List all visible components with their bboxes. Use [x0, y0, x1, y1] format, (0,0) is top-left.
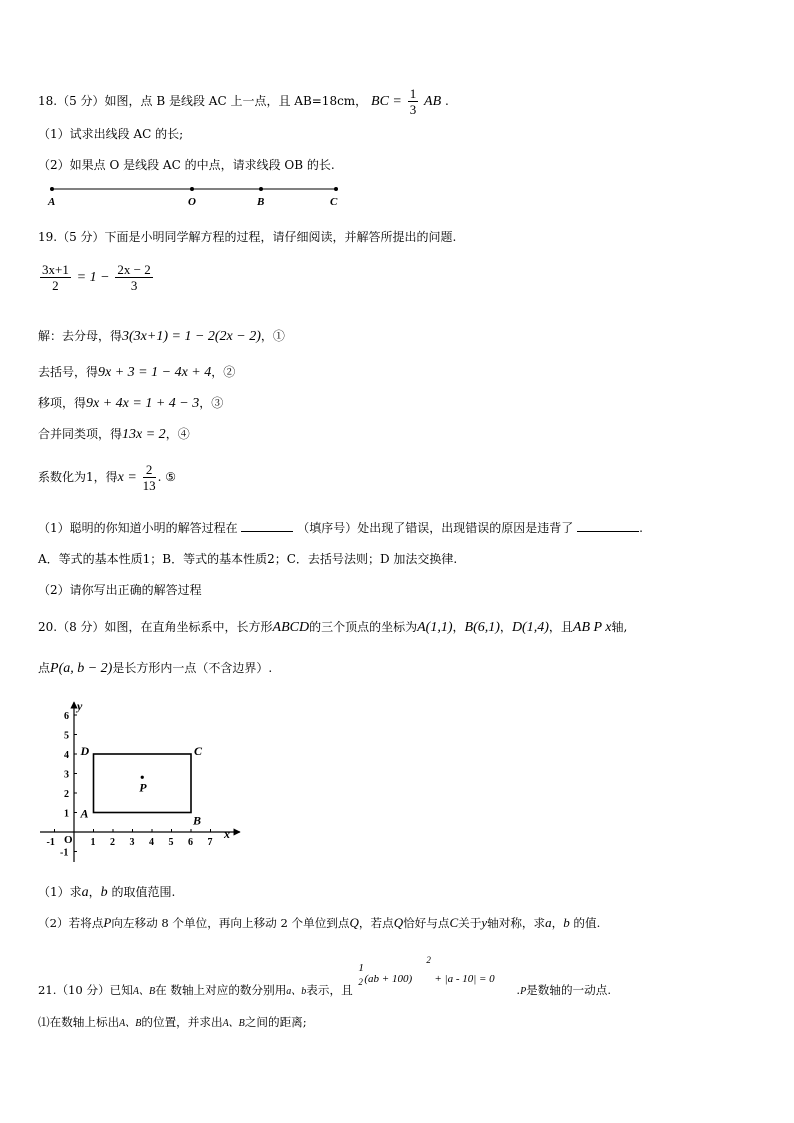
q20-y-tick-label: 3	[64, 769, 69, 781]
q20-origin-label: O	[64, 834, 73, 846]
q19-eq-rhs-den: 3	[130, 278, 138, 293]
q20-corner-label-a: A	[80, 806, 89, 821]
q19-step5-den: 13	[142, 478, 156, 493]
q21-head-vars: a、b	[286, 986, 307, 997]
q20-part2-d: 恰好与点	[403, 916, 450, 930]
q19-step2	[38, 362, 235, 383]
q20-corner-label-b: B	[193, 813, 202, 828]
q19-eq-lhs	[40, 262, 71, 293]
q20-head-a: 20.（8 分）如图，在直角坐标系中，长方形	[38, 620, 273, 634]
q21-part1-a: ⑴在数轴上标出	[38, 1015, 120, 1029]
q21-head-e: 是数轴的一动点.	[526, 983, 612, 997]
q20-y-tick-label: -1	[60, 847, 69, 859]
q20-part1-b: 的取值范围.	[111, 885, 176, 899]
q20-x-tick-label: 2	[110, 837, 115, 848]
q21-head-d: .	[516, 983, 521, 997]
q19-step5-frac	[143, 462, 156, 493]
q20-line2	[38, 658, 272, 679]
q20-x-tick-label: 5	[168, 837, 174, 848]
q20-y-tick-label: 1	[64, 808, 69, 820]
q20-x-tick-label: 1	[90, 837, 96, 848]
q19-eq-rhs-num: 2x − 2	[117, 262, 151, 277]
q19-blank-step[interactable]	[241, 519, 293, 532]
q19-step5-mark: . ⑤	[157, 470, 177, 484]
q20-x-axis-label: x	[224, 827, 230, 841]
q19-blank-reason[interactable]	[577, 519, 639, 532]
q19-step3-mark: ，③	[199, 396, 224, 410]
q20-x-tick-label: 6	[188, 837, 193, 848]
q20-x-tick-label: 4	[149, 837, 154, 848]
q20-head	[38, 617, 627, 638]
q18-part2: （2）如果点 O 是线段 AC 的中点，请求线段 OB 的长.	[38, 158, 335, 172]
q21-head-pts: A、B	[132, 986, 156, 997]
q21-part1-b: 的位置，并求出	[141, 1015, 223, 1029]
q18-head	[38, 86, 449, 117]
q20-part2-y: y	[481, 915, 488, 930]
q18-label-o: O	[188, 196, 196, 208]
q20-part2-e: 关于	[458, 916, 482, 930]
q21-head	[38, 955, 612, 1002]
q19-options: A．等式的基本性质1；B．等式的基本性质2；C．去括号法则；D 加法交换律.	[38, 552, 458, 566]
q20-part2-g: 的值.	[573, 916, 601, 930]
q20-point-p-dot	[141, 776, 144, 779]
q20-part2	[38, 913, 600, 933]
q19-step4-text: 合并同类项，得	[38, 427, 123, 441]
q20-y-tick-label: 6	[64, 711, 69, 722]
q20-part2-p: P	[103, 915, 112, 930]
q20-y-tick-label: 4	[64, 750, 69, 761]
q20-line2-b: 是长方形内一点（不含边界）.	[112, 661, 273, 675]
q19-eq-mid: = 1 −	[76, 270, 110, 285]
q21-eq-rest: + |a - 10| = 0	[434, 973, 495, 985]
q19-step1-text: 解：去分母，得	[38, 329, 123, 343]
q20-part1-a: （1）求	[38, 885, 82, 899]
q20-point-label-p: P	[139, 780, 147, 795]
q20-part2-c-point: C	[449, 915, 459, 930]
q19-step5-text: 系数化为1，得	[38, 470, 118, 484]
q19-step2-mark: ，②	[211, 365, 236, 379]
q21-part1-c: 之间的距离;	[244, 1015, 307, 1029]
q20-part2-var-b: b	[563, 915, 570, 930]
q20-part2-a: （2）若将点	[38, 916, 104, 930]
q20-point-a: A(1,1)	[417, 620, 453, 635]
q21-eq-frac-num: 1	[358, 962, 364, 974]
q20-part2-q2: Q	[393, 915, 404, 930]
q18-fraction	[408, 86, 419, 117]
q19-part1-c: .	[639, 521, 643, 535]
q20-x-tick-label: 3	[129, 837, 135, 848]
q19-part1-b: （填序号）处出现了错误，出现错误的原因是违背了	[297, 521, 574, 535]
q20-parallel: AB P x	[572, 620, 612, 635]
q19-step1-mark: ，①	[260, 329, 285, 343]
q18-frac-num: 1	[409, 86, 417, 101]
q20-part2-comma: ，	[551, 916, 564, 930]
q19-eq-lhs-num: 3x+1	[42, 262, 69, 277]
q20-part1-comma: ，	[88, 885, 101, 899]
q19-step1	[38, 326, 285, 347]
q19-part1-a: （1）聪明的你知道小明的解答过程在	[38, 521, 238, 535]
q20-corner-label-c: C	[194, 744, 203, 758]
q20-point-b: B(6,1)	[464, 620, 500, 635]
q19-step3-math: 9x + 4x = 1 + 4 − 3	[86, 396, 200, 411]
q21-head-a: 21.（10 分）已知	[38, 983, 133, 997]
q20-line2-a: 点	[38, 661, 51, 675]
q19-step2-math: 9x + 3 = 1 − 4x + 4	[98, 365, 212, 380]
q20-part1-var-b: b	[100, 885, 108, 900]
q18-head-text: 18.（5 分）如图，点 B 是线段 AC 上一点，且 AB=18cm，	[38, 94, 368, 108]
q20-part1-var-a: a	[81, 885, 89, 900]
q20-comma-2: ，	[499, 620, 512, 634]
q20-part2-var-a: a	[545, 915, 552, 930]
q19-step4	[38, 424, 190, 445]
q19-step4-mark: ，④	[165, 427, 190, 441]
q21-part1-pts2: A、B	[222, 1018, 245, 1029]
q21-eq-exp: 2	[426, 955, 431, 965]
q18-frac-den: 3	[409, 102, 417, 117]
q21-head-p: P	[520, 986, 527, 997]
q18-part1: （1）试求出线段 AC 的长;	[38, 127, 184, 141]
q20-head-c: ，且	[548, 620, 573, 634]
q19-eq-rhs	[115, 262, 152, 293]
q19-eq-lhs-den: 2	[52, 278, 59, 293]
q20-part2-c: ，若点	[358, 916, 394, 930]
q20-comma-1: ，	[452, 620, 465, 634]
q20-y-axis-label: y	[77, 700, 83, 713]
q20-rect-name: ABCD	[272, 620, 310, 635]
q20-head-d: 轴,	[611, 620, 628, 634]
q19-step5	[38, 462, 176, 493]
q21-part1	[38, 1012, 307, 1034]
q18-number-line	[40, 180, 350, 210]
q20-part2-f: 轴对称，求	[487, 916, 546, 930]
q19-step1-math: 3(3x+1) = 1 − 2(2x − 2)	[122, 329, 261, 344]
q20-head-b: 的三个顶点的坐标为	[309, 620, 418, 634]
q19-part2: （2）请你写出正确的解答过程	[38, 583, 202, 597]
q20-x-tick-label: -1	[46, 837, 55, 848]
q20-y-tick-label: 5	[64, 730, 69, 742]
q19-step5-lhs: x =	[117, 470, 137, 485]
q18-label-a: A	[48, 196, 56, 208]
q19-equation	[38, 262, 155, 293]
q19-part1	[38, 518, 643, 538]
q18-formula-rhs: AB	[424, 94, 442, 109]
q19-step5-num: 2	[143, 462, 156, 478]
q21-eq-frac-den: 2	[358, 977, 363, 987]
q21-equation	[356, 955, 516, 994]
q18-label-b: B	[257, 196, 265, 208]
q21-eq-body: (ab + 100)	[364, 973, 413, 985]
q19-step2-text: 去括号，得	[38, 365, 99, 379]
q20-point-d: D(1,4)	[511, 620, 549, 635]
q20-part1	[38, 882, 175, 903]
q19-step3-text: 移项，得	[38, 396, 87, 410]
q20-coordinate-graph	[40, 700, 245, 865]
q20-part2-b: 向左移动 8 个单位，再向上移动 2 个单位到点	[111, 916, 350, 930]
q21-head-b: 在 数轴上对应的数分别用	[155, 983, 287, 997]
q20-x-tick-label: 7	[207, 837, 213, 848]
q19-head: 19.（5 分）下面是小明同学解方程的过程，请仔细阅读，并解答所提出的问题.	[38, 230, 457, 244]
q20-corner-label-d: D	[80, 744, 90, 758]
q20-y-tick-label: 2	[64, 789, 69, 800]
q21-part1-pts: A、B	[119, 1018, 142, 1029]
q21-head-c: 表示，且	[306, 983, 353, 997]
q18-label-c: C	[330, 196, 338, 208]
q20-line2-point: P(a, b − 2)	[50, 661, 113, 676]
q19-step3	[38, 393, 223, 414]
q18-formula-lhs: BC =	[371, 94, 402, 109]
q19-step4-math: 13x = 2	[122, 427, 166, 442]
q20-part2-q: Q	[349, 915, 359, 930]
q18-formula-end: .	[444, 94, 449, 108]
